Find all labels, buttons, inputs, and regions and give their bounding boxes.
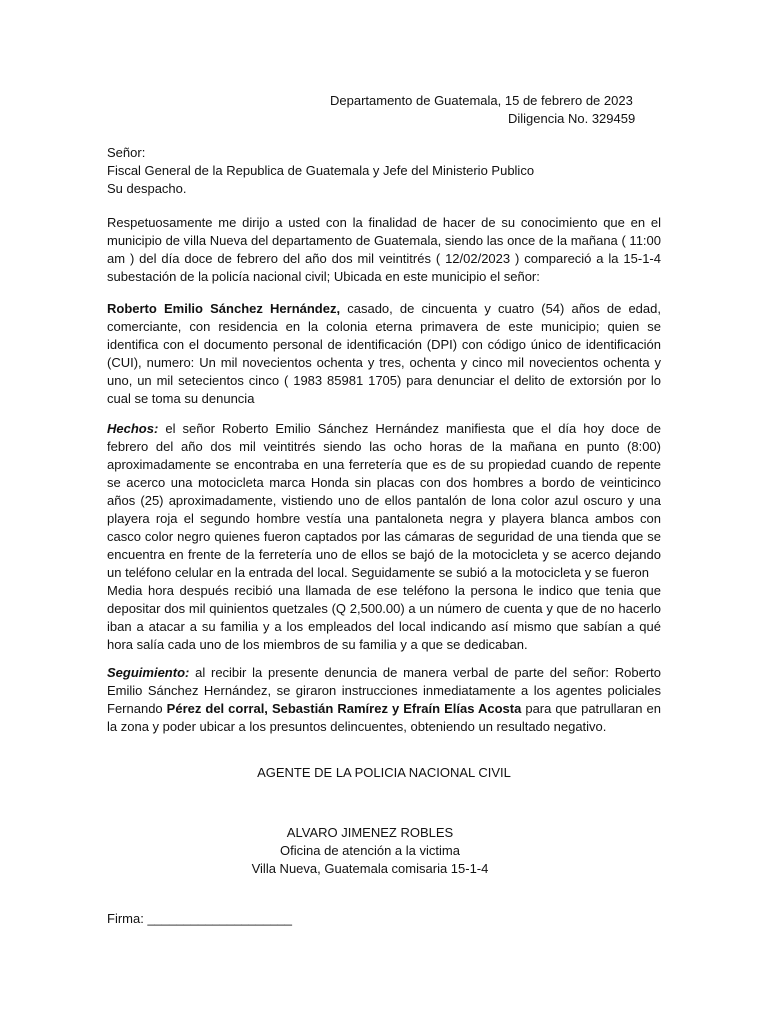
- facts-label: Hechos:: [107, 421, 159, 436]
- complainant-paragraph: [107, 300, 661, 408]
- diligencia-number: Diligencia No. 329459: [508, 111, 636, 126]
- agents-names: Pérez del corral, Sebastián Ramírez y Efraín Elías Acosta: [166, 701, 522, 716]
- recipient-block: [107, 144, 667, 198]
- followup-text-end: para que patrullaran en la zona y poder ubicar a los presuntos delincuentes, obteniendo un resultado negativo.: [107, 701, 661, 734]
- followup-paragraph: [107, 664, 661, 736]
- signatory-office: Oficina de atención a la victima: [280, 843, 460, 858]
- intro-paragraph: Respetuosamente me dirijo a usted con la finalidad de hacer de su conocimiento que en el municipio de villa Nueva del departamento de Guatemala, siendo las once de la mañana ( 11:00 am ) del día doce de febrero del año dos mil veintitrés ( 12/02/2023 ) compareció a la 15-1-4 subestación de la policía nacional civil; Ubicada en este municipio el señor:: [107, 215, 661, 284]
- facts-text-continued: Media hora después recibió una llamada de ese teléfono la persona le indico que tenia que depositar dos mil quinientos quetzales (Q 2,500.00) a un número de cuenta y que de no hacerlo iban a atacar a su familia y a los empleados del local indicando así mismo que sabían a qué hora salía cada uno de los miembros de su familia y a que se dedicaban.: [107, 583, 661, 652]
- date-line: Departamento de Guatemala, 15 de febrero de 2023: [330, 93, 633, 108]
- salutation: Señor:: [107, 145, 146, 160]
- followup-label: Seguimiento:: [107, 665, 190, 680]
- complainant-details: casado, de cincuenta y cuatro (54) años de edad, comerciante, con residencia en la colonia eterna primavera de este municipio; quien se identifica con el documento personal de identificación (DPI) con código único de identificación (CUI), numero: Un mil novecientos ochenta y tres, ochenta y cinco mil novecientos ochenta y uno, un mil setecientos cinco ( 1983 85981 1705) para denunciar el delito de extorsión por lo cual se toma su denuncia: [107, 301, 661, 406]
- signatory-location: Villa Nueva, Guatemala comisaria 15-1-4: [251, 861, 489, 876]
- signatory-name: ALVARO JIMENEZ ROBLES: [286, 825, 454, 840]
- facts-text: el señor Roberto Emilio Sánchez Hernández manifiesta que el día hoy doce de febrero del año dos mil veintitrés siendo las ocho horas de la mañana en punto (8:00) aproximadamente se encontraba en una ferretería que es de su propiedad cuando de repente se acerco una motocicleta marca Honda sin placas con dos hombres a bordo de veinticinco años (25) aproximadamente, vistiendo uno de ellos pantalón de lona color azul oscuro y una playera roja el segundo hombre vestía una pantaloneta negra y playera blanca ambos con casco color negro quienes fueron captados por las cámaras de seguridad de una tienda que se encuentra en frente de la ferretería uno de ellos se bajó de la motocicleta y se acerco dejando un teléfono celular en la entrada del local. Seguidamente se subió a la motocicleta y se fueron: [107, 421, 661, 580]
- signature-line: Firma: ____________________: [107, 911, 293, 926]
- agent-title: AGENTE DE LA POLICIA NACIONAL CIVIL: [257, 765, 511, 780]
- facts-paragraph: [107, 420, 661, 654]
- complainant-name: Roberto Emilio Sánchez Hernández,: [107, 301, 341, 316]
- signatory-block: [250, 824, 490, 878]
- followup-text: al recibir la presente denuncia de manera verbal de parte del señor: Roberto Emilio Sánchez Hernández, se giraron instrucciones inmediatamente a los agentes policiales Fernando: [107, 665, 661, 716]
- recipient-closing: Su despacho.: [107, 181, 187, 196]
- recipient-title: Fiscal General de la Republica de Guatemala y Jefe del Ministerio Publico: [107, 163, 535, 178]
